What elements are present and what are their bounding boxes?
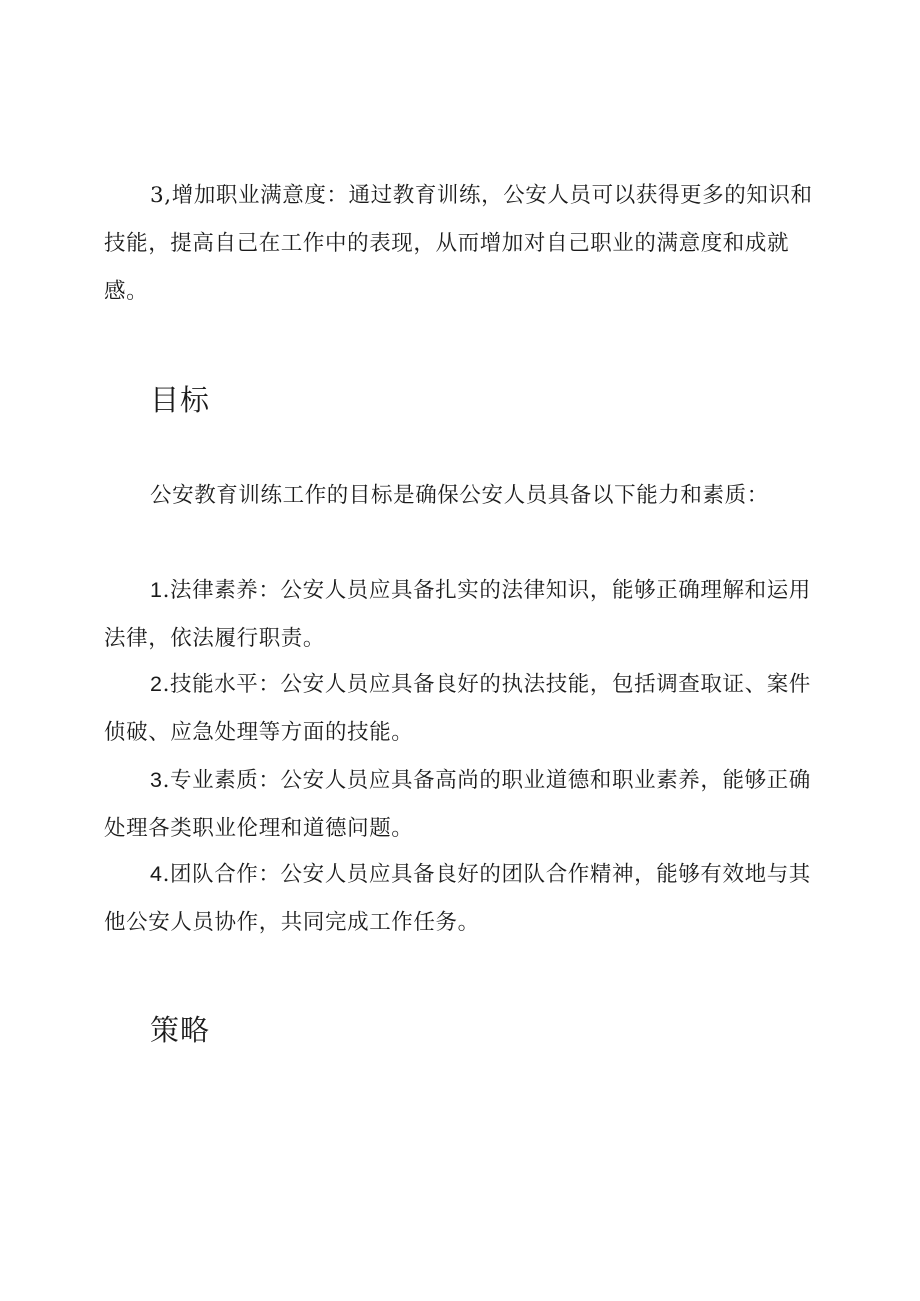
list-number: 4 [150, 862, 163, 886]
list-item-goal-professional [104, 756, 822, 853]
paragraph-goal-intro: 公安教育训练工作的目标是确保公安人员具备以下能力和素质： [150, 483, 769, 508]
heading-strategy: 策略 [150, 1013, 211, 1047]
paragraph-career-satisfaction: 3,增加职业满意度：通过教育训练，公安人员可以获得更多的知识和技能，提高自己在工作中的表现，从而增加对自己职业的满意度和成就感。 [104, 183, 813, 304]
list-item-text: .技能水平：公安人员应具备良好的执法技能，包括调查取证、案件侦破、应急处理等方面的技能。 [104, 672, 811, 745]
list-number: 3 [150, 768, 163, 792]
list-item-goal-skill [104, 660, 822, 757]
list-number: 1 [150, 578, 163, 602]
list-number: 2 [150, 672, 163, 696]
list-item-text: .团队合作：公安人员应具备良好的团队合作精神，能够有效地与其他公安人员协作，共同完成工作任务。 [104, 862, 811, 935]
list-item-goal-law [104, 566, 822, 663]
list-item-text: .专业素质：公安人员应具备高尚的职业道德和职业素养，能够正确处理各类职业伦理和道德问题。 [104, 768, 811, 841]
heading-goal: 目标 [150, 383, 211, 417]
list-item-goal-teamwork [104, 850, 822, 947]
list-item-text: .法律素养：公安人员应具备扎实的法律知识，能够正确理解和运用法律，依法履行职责。 [104, 578, 811, 651]
